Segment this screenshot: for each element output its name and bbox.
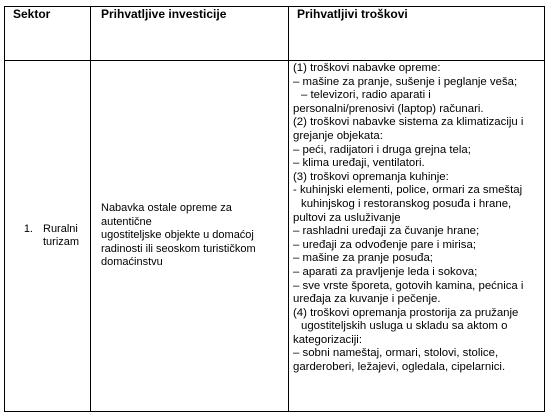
cost-line: ugostiteljskih usluga u skladu sa aktom o [301, 320, 508, 333]
eligibility-table [4, 6, 545, 412]
sector-name [43, 223, 79, 249]
cost-line: uređaja za kuvanje i pečenje. [293, 293, 441, 306]
costs-cell [289, 61, 545, 412]
cost-line: – aparati za pravljenje leda i sokova; [293, 265, 478, 278]
cost-line: – klima uređaji, ventilatori. [293, 157, 425, 170]
sector-name-line: turizam [43, 236, 80, 248]
cost-line: garderoberi, ležajevi, ogledala, cipelarnici. [293, 361, 506, 374]
cost-line: (4) troškovi opremanja prostorija za pružanje [293, 306, 519, 319]
cost-line: (3) troškovi opremanja kuhinje: [293, 170, 449, 183]
header-sector: Sektor [5, 7, 91, 61]
sector-number: 1. [23, 223, 33, 235]
cost-line: pultovi za usluživanje [293, 211, 401, 224]
cost-line: kuhinjskog i restoranskog posuđa i hrane, [301, 197, 512, 210]
cost-line: – televizori, radio aparati i [301, 89, 431, 102]
cost-line: kategorizaciji: [293, 333, 363, 346]
cost-line: – sve vrste šporeta, gotovih kamina, pećnica i [293, 279, 524, 292]
cost-line: personalni/prenosivi (laptop) računari. [293, 102, 484, 115]
cost-line: (2) troškovi nabavke sistema za klimatizaciju i [293, 116, 524, 129]
cost-line: – rashladni uređaji za čuvanje hrane; [293, 225, 480, 238]
cost-line: - kuhinjski elementi, police, ormari za smeštaj [293, 184, 523, 197]
cost-line: – mašine za pranje posuđa; [293, 252, 433, 265]
table-row [5, 61, 545, 412]
investment-cell [91, 61, 289, 412]
sector-cell [5, 61, 91, 412]
cost-line: – peći, radijatori i druga grejna tela; [293, 143, 471, 156]
cost-line: – mašine za pranje, sušenje i peglanje veša; [293, 75, 518, 88]
header-costs: Prihvatljivi troškovi [289, 7, 545, 61]
investment-line: domaćinstvu [101, 256, 163, 269]
investment-line: radinosti ili seoskom turističkom [101, 242, 256, 255]
cost-line: – sobni nameštaj, ormari, stolovi, stolice, [293, 347, 499, 360]
header-investments: Prihvatljive investicije [91, 7, 289, 61]
cost-line: (1) troškovi nabavke opreme: [293, 62, 441, 74]
investment-line: Nabavka ostale opreme za autentične [101, 202, 232, 228]
header-row [5, 7, 545, 61]
investment-line: ugostiteljske objekte u domaćoj [101, 229, 254, 242]
cost-line: – uređaji za odvođenje pare i mirisa; [293, 238, 476, 251]
cost-line: grejanje objekata: [293, 129, 383, 142]
sector-name-line: Ruralni [43, 223, 78, 235]
